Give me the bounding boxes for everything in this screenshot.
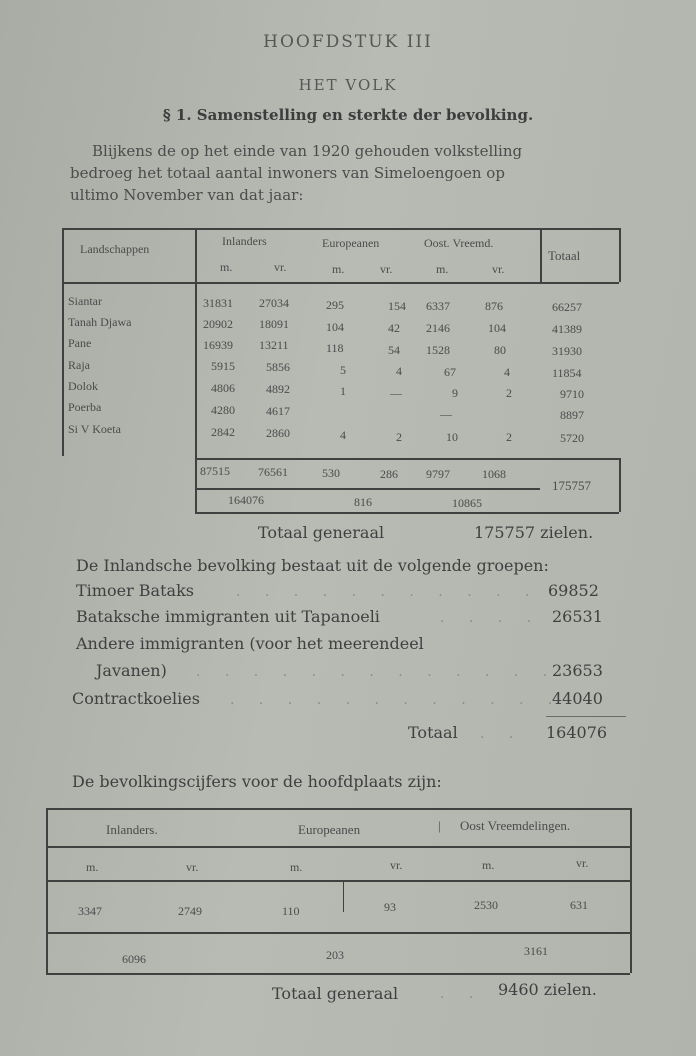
cell: 54 [388,343,400,357]
cell: 80 [494,343,506,357]
sum-cell: 530 [322,466,340,480]
t2-sub-m: m. [86,860,99,874]
intro-line: Blijkens de op het einde van 1920 gehouden volkstelling [92,142,523,160]
subheader-m: m. [332,262,345,276]
cell: 295 [326,298,344,312]
totaal-generaal-2-value: 9460 zielen. [498,980,597,999]
cell: 5915 [211,359,235,373]
cell: 9710 [560,387,584,401]
section-heading: § 1. Samenstelling en sterkte der bevolking. [162,106,534,124]
cell: 41389 [552,322,582,336]
cell: 20902 [203,317,233,331]
t2-sub-vr: vr. [576,856,589,870]
row-name: Tanah Djawa [68,315,132,329]
totaal-generaal-2-label: Totaal generaal [272,984,399,1003]
cell: 118 [326,341,344,355]
document-page: HOOFDSTUK III HET VOLK § 1. Samenstelling en sterkte der bevolking. Blijkens de op het einde van 1920 gehouden volkstelling bedroeg het totaal aantal inwoners van Simeloengoen op ultimo November van dat jaar: Landschappen Inlanders Europeanen Oost. Vreemd. Totaal m. vr. m. vr. m. vr. Siantar 31831 27034 295 154 6337 876 66257 Tanah Djawa 20902 18091 104 42 2146 104 41389 Pane 16939 13211 118 54 1528 80 31930 Raja 5915 5856 5 4 67 4 11854 Dolok 4806 4892 1 — 9 2 9710 Poerba 4280 4617 — 8897 Si V Koeta 2842 2860 4 2 10 2 5720 87515 76561 530 286 9797 1068 164076 816 10865 175757 Totaal generaal 175757 zielen. De Inlandsche bevolking bestaat uit de volgende groepen: Timoer Bataks . . . . . . . . . . . 69852 Bataksche immigranten uit Tapanoeli . . . . 26531 Andere immigranten (voor het meerendeel Javanen) . . . . . . . . . . . . . 23653 Contractkoelies . . . . . . . . . . . . 44040 Totaal . . 164076 De bevolkingscijfers voor de hoofdplaats zijn: Inlanders. Europeanen | Oost Vreemdelingen. m. vr. m. vr. m. vr. 3347 2749 110 93 2530 631 6096 203 3161 Totaal generaal . . 9460 zielen. [0,0,696,1056]
group-total: 10865 [452,496,482,510]
t2-sub-vr: vr. [390,858,403,872]
t2-cell: 2749 [178,904,202,918]
row-name: Poerba [68,400,102,414]
group-total: 164076 [228,493,264,507]
group-label: Javanen) [96,661,167,680]
cell: 5856 [266,360,290,374]
row-name: Raja [68,358,90,372]
groups-total-value: 164076 [546,723,608,742]
cell: 154 [388,299,406,313]
intro-paragraph [70,140,630,206]
cell: 4617 [266,404,290,418]
t2-total: 203 [326,948,344,962]
cell: — [440,407,452,421]
intro-line: ultimo November van dat jaar: [70,186,304,204]
cell: 31831 [203,296,233,310]
t2-sub-m: m. [482,858,495,872]
totaal-generaal-label: Totaal generaal [258,523,385,542]
cell: 4 [396,364,402,378]
group-total: 816 [354,495,372,509]
cell: 2146 [426,321,450,335]
header-landschappen: Landschappen [80,242,150,256]
cell: — [390,386,402,400]
cell: 104 [488,321,506,335]
cell: 11854 [552,366,582,380]
sum-cell: 1068 [482,467,506,481]
header-totaal: Totaal [548,248,581,263]
cell: 4 [504,365,510,379]
cell: 13211 [259,338,289,352]
cell: 18091 [259,317,289,331]
row-name: Dolok [68,379,98,393]
t2-separator: | [438,818,441,833]
grand-total: 175757 [552,478,591,493]
subheader-m: m. [220,260,233,274]
group-value: 44040 [552,689,603,708]
sum-cell: 87515 [200,464,230,478]
cell: 4892 [266,382,290,396]
groups-intro: De Inlandsche bevolking bestaat uit de volgende groepen: [76,556,549,575]
header-oost: Oost. Vreemd. [424,236,494,250]
group-label: Contractkoelies [72,689,200,708]
cell: 27034 [259,296,289,310]
cell: 1 [340,384,346,398]
cell: 2860 [266,426,290,440]
cell: 104 [326,320,344,334]
cell: 4806 [211,381,235,395]
sum-cell: 9797 [426,467,450,481]
row-name: Pane [68,336,92,350]
t2-cell: 93 [384,900,396,914]
cell: 42 [388,321,400,335]
cell: 2842 [211,425,235,439]
chapter-heading: HOOFDSTUK III [263,32,433,52]
group-label: Timoer Bataks [76,581,194,600]
cell: 5720 [560,431,584,445]
t2-header-oost: Oost Vreemdelingen. [460,818,571,833]
cell: 1528 [426,343,450,357]
cell: 876 [485,299,503,313]
cell: 2 [396,430,402,444]
row-name: Si V Koeta [68,422,121,436]
cell: 67 [444,365,456,379]
t2-sub-m: m. [290,860,303,874]
t2-cell: 631 [570,898,588,912]
cell: 2 [506,430,512,444]
cell: 2 [506,386,512,400]
intro-line: bedroeg het totaal aantal inwoners van Simeloengoen op [70,164,505,182]
subheader-vr: vr. [492,262,505,276]
group-value: 69852 [548,581,599,600]
capital-intro: De bevolkingscijfers voor de hoofdplaats zijn: [72,772,442,791]
totaal-generaal-value: 175757 zielen. [474,523,594,542]
subheader-vr: vr. [274,260,287,274]
cell: 16939 [203,338,233,352]
header-europeanen: Europeanen [322,236,380,250]
group-label: Bataksche immigranten uit Tapanoeli [76,607,380,626]
t2-sub-vr: vr. [186,860,199,874]
group-label: Andere immigranten (voor het meerendeel [76,634,424,653]
t2-header-inlanders: Inlanders. [106,822,158,837]
cell: 4280 [211,403,235,417]
group-value: 23653 [552,661,603,680]
subheader-vr: vr. [380,262,393,276]
t2-cell: 110 [282,904,300,918]
t2-total: 3161 [524,944,548,958]
groups-total-label: Totaal [408,723,458,742]
cell: 6337 [426,299,450,313]
cell: 8897 [560,408,584,422]
sum-cell: 76561 [258,465,288,479]
row-name: Siantar [68,294,102,308]
cell: 31930 [552,344,582,358]
cell: 9 [452,386,458,400]
cell: 10 [446,430,458,444]
group-value: 26531 [552,607,603,626]
t2-total: 6096 [122,952,146,966]
chapter-subtitle: HET VOLK [298,76,398,94]
cell: 66257 [552,300,582,314]
header-inlanders: Inlanders [222,234,267,248]
subheader-m: m. [436,262,449,276]
sum-cell: 286 [380,467,398,481]
t2-cell: 3347 [78,904,102,918]
cell: 4 [340,428,346,442]
t2-cell: 2530 [474,898,498,912]
cell: 5 [340,363,346,377]
t2-header-europeanen: Europeanen [298,822,361,837]
